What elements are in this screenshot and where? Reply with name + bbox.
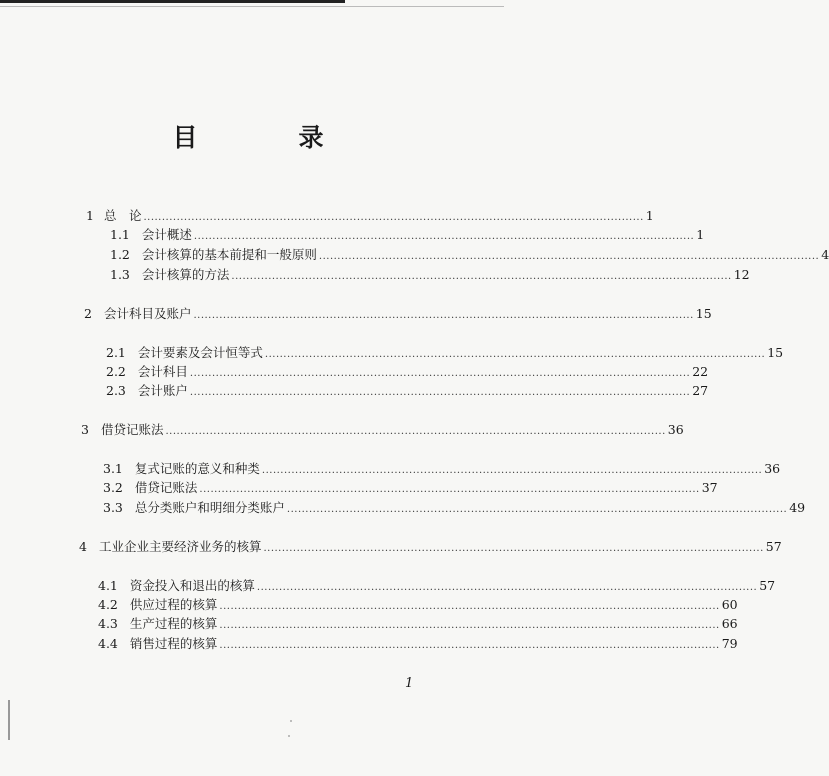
- leader-dots: ........................................................................................................................................: [165, 426, 666, 437]
- toc-title: 生产过程的核算: [129, 616, 218, 631]
- toc-page: 12: [733, 267, 750, 282]
- toc-entry-section-1-1[interactable]: [110, 225, 705, 243]
- leader-dots: ........................................................................................................................................: [219, 601, 720, 612]
- toc-title: 会计核算的方法: [141, 267, 230, 282]
- toc-number: 3.1: [103, 461, 123, 476]
- toc-number: 4: [79, 539, 87, 554]
- toc-entry-section-2-2[interactable]: [106, 362, 709, 380]
- toc-entry-section-4-3[interactable]: [98, 614, 738, 632]
- toc-entry-section-3-1[interactable]: [103, 459, 781, 477]
- toc-entry-chapter-3[interactable]: [81, 420, 684, 438]
- toc-title: 资金投入和退出的核算: [129, 578, 255, 593]
- toc-title: 会计科目及账户: [103, 306, 192, 321]
- toc-title: 会计账户: [137, 383, 188, 398]
- toc-number: 2.1: [106, 345, 126, 360]
- toc-title: 会计核算的基本前提和一般原则: [141, 247, 317, 262]
- toc-page: 15: [695, 306, 712, 321]
- toc-entry-section-2-1[interactable]: [106, 343, 784, 361]
- toc-number: 1: [86, 208, 94, 223]
- toc-title: 复式记账的意义和种类: [134, 461, 260, 476]
- leader-dots: ........................................................................................................................................: [261, 465, 763, 476]
- toc-page: 57: [759, 578, 776, 593]
- top-rule-thin: [0, 6, 504, 7]
- toc-number: 2.3: [106, 383, 126, 398]
- toc-number: 4.1: [98, 578, 118, 593]
- leader-dots: ........................................................................................................................................: [219, 640, 720, 651]
- toc-page: 60: [721, 597, 738, 612]
- leader-dots: ........................................................................................................................................: [189, 368, 691, 379]
- toc-entry-section-4-2[interactable]: [98, 595, 738, 613]
- scan-margin-mark: [8, 700, 10, 740]
- toc-page: 22: [692, 364, 709, 379]
- toc-title: 销售过程的核算: [129, 636, 218, 651]
- leader-dots: ........................................................................................................................................: [231, 271, 732, 282]
- toc-title: 借贷记账法: [134, 480, 198, 495]
- scan-speck: [290, 720, 292, 722]
- leader-dots: ........................................................................................................................................: [199, 484, 700, 495]
- toc-page: 79: [721, 636, 738, 651]
- toc-number: 4.2: [98, 597, 118, 612]
- toc-entry-section-3-2[interactable]: [103, 478, 718, 496]
- scan-speck: [288, 735, 290, 737]
- leader-dots: ........................................................................................................................................: [193, 310, 694, 321]
- toc-entry-section-1-2[interactable]: [110, 245, 829, 263]
- leader-dots: ........................................................................................................................................: [263, 543, 764, 554]
- top-rule: [0, 0, 345, 3]
- toc-number: 3.2: [103, 480, 123, 495]
- toc-page: 36: [667, 422, 684, 437]
- leader-dots: ........................................................................................................................................: [256, 582, 758, 593]
- toc-entry-section-2-3[interactable]: [106, 381, 709, 399]
- toc-number: 1.2: [110, 247, 130, 262]
- toc-title: 总分类账户和明细分类账户: [134, 500, 285, 515]
- toc-page: 1: [645, 208, 654, 223]
- toc-page: 36: [764, 461, 781, 476]
- toc-number: 4.3: [98, 616, 118, 631]
- toc-title: 总 论: [103, 208, 142, 223]
- toc-entry-section-4-4[interactable]: [98, 634, 738, 652]
- toc-number: 1.1: [110, 227, 130, 242]
- toc-title: 供应过程的核算: [129, 597, 218, 612]
- toc-entry-section-1-3[interactable]: [110, 265, 750, 283]
- leader-dots: ........................................................................................................................................: [189, 387, 691, 398]
- page-number: 1: [405, 676, 414, 691]
- leader-dots: ........................................................................................................................................: [286, 504, 788, 515]
- toc-title: 借贷记账法: [100, 422, 164, 437]
- toc-page: 27: [692, 383, 709, 398]
- toc-page: 57: [765, 539, 782, 554]
- toc-title: 会计概述: [141, 227, 192, 242]
- toc-page: 1: [696, 227, 705, 242]
- toc-number: 3: [81, 422, 89, 437]
- toc-number: 1.3: [110, 267, 130, 282]
- toc-number: 4.4: [98, 636, 118, 651]
- leader-dots: ........................................................................................................................................: [143, 212, 644, 223]
- page-title: 目 录: [172, 123, 362, 152]
- toc-entry-section-4-1[interactable]: [98, 576, 776, 594]
- toc-number: 2: [84, 306, 92, 321]
- leader-dots: ........................................................................................................................................: [264, 349, 766, 360]
- toc-page: 15: [767, 345, 784, 360]
- toc-page: 4: [821, 247, 829, 262]
- toc-title: 工业企业主要经济业务的核算: [98, 539, 262, 554]
- leader-dots: ........................................................................................................................................: [219, 620, 720, 631]
- toc-entry-section-3-3[interactable]: [103, 498, 806, 516]
- toc-number: 2.2: [106, 364, 126, 379]
- toc-number: 3.3: [103, 500, 123, 515]
- toc-title: 会计科目: [137, 364, 188, 379]
- toc-page: 66: [721, 616, 738, 631]
- toc-entry-chapter-2[interactable]: [84, 304, 712, 322]
- leader-dots: ........................................................................................................................................: [318, 251, 820, 262]
- toc-page: 37: [701, 480, 718, 495]
- toc-title: 会计要素及会计恒等式: [137, 345, 263, 360]
- toc-entry-chapter-1[interactable]: [86, 206, 654, 224]
- toc-entry-chapter-4[interactable]: [79, 537, 782, 555]
- toc-page: 49: [789, 500, 806, 515]
- leader-dots: ........................................................................................................................................: [193, 231, 695, 242]
